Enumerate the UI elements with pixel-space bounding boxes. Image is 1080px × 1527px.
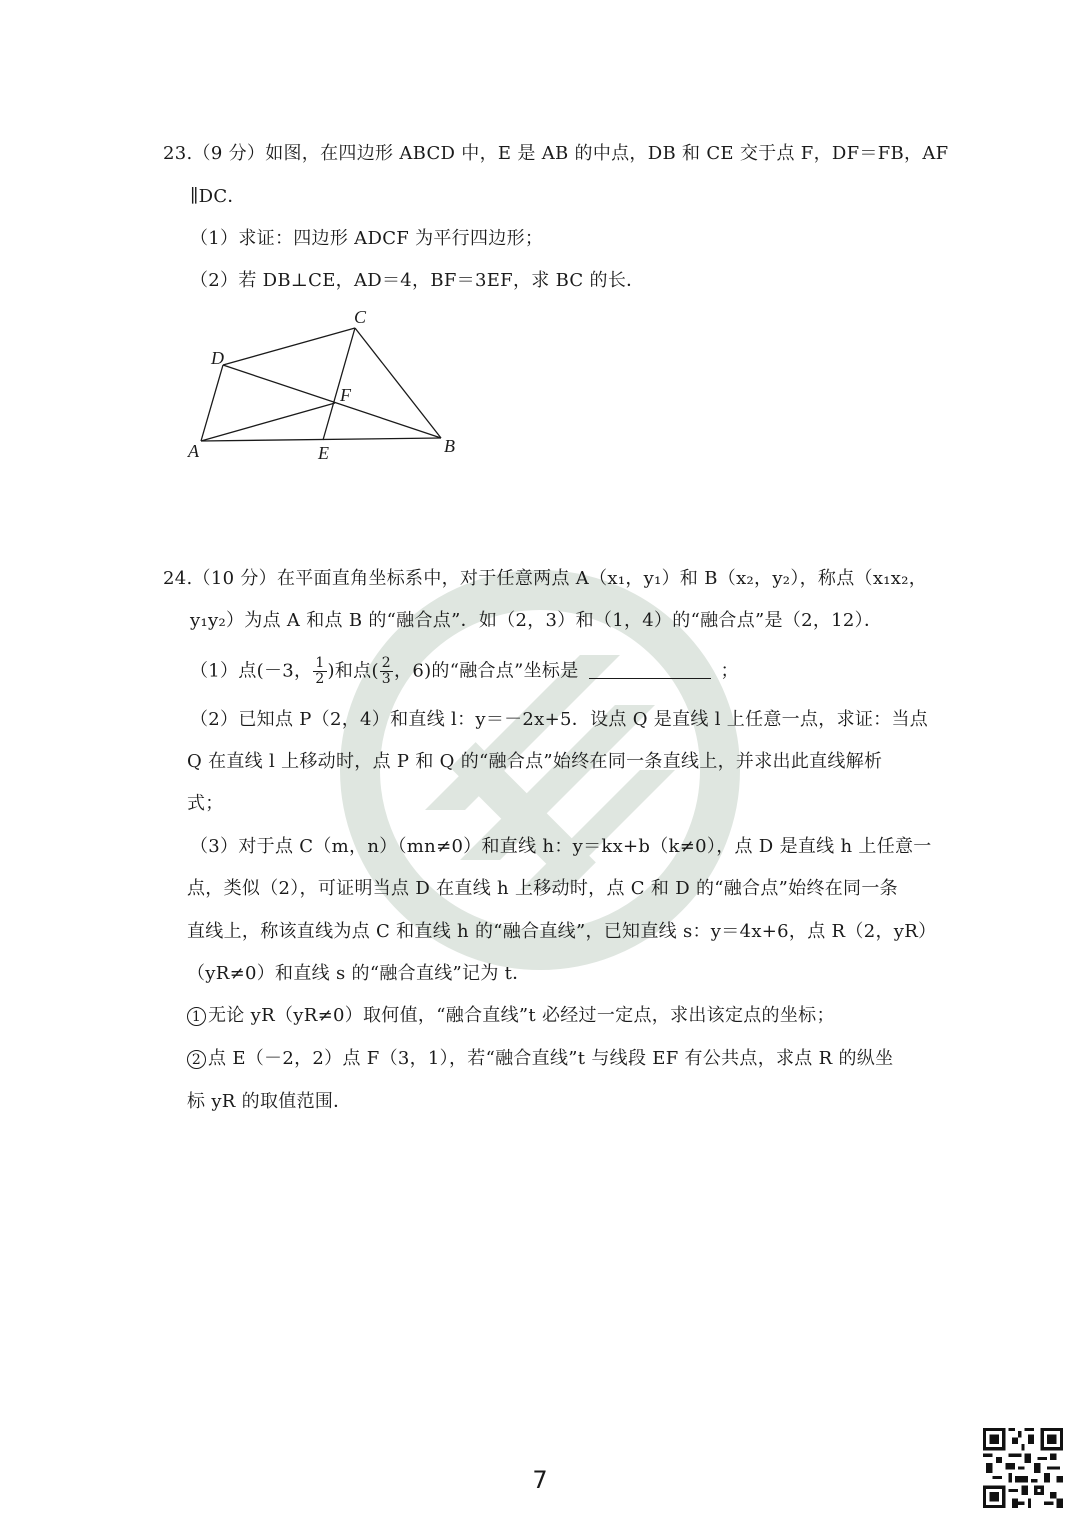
q24-sub1-text: 无论 yR（yR≠0）取何值，“融合直线”t 必经过一定点，求出该定点的坐标；	[208, 1005, 835, 1026]
segment-DC	[223, 328, 355, 365]
qr-code-icon	[983, 1428, 1063, 1508]
segment-DB	[223, 365, 441, 438]
q24-stem-line2: y₁y₂）为点 A 和点 B 的“融合点”．如（2，3）和（1，4）的“融合点”是（2，12）．	[190, 610, 883, 631]
q24-part2-line2: Q 在直线 l 上移动时，点 P 和 Q 的“融合点”始终在同一条直线上，并求出此直线解析	[187, 751, 883, 772]
segment-AD	[201, 365, 223, 441]
q24-part2-line1: （2）已知点 P（2，4）和直线 l：y＝－2x+5．设点 Q 是直线 l 上任意一点，求证：当点	[190, 709, 929, 730]
q24-sub2	[187, 1047, 893, 1071]
quadrilateral-figure	[185, 300, 475, 470]
segment-AB	[201, 438, 441, 441]
q23-part1: （1）求证：四边形 ADCF 为平行四边形；	[190, 228, 544, 249]
q24-part2-line3: 式；	[187, 793, 224, 814]
circled-number-2: 2	[187, 1050, 206, 1069]
q24-part1-mid: )和点(	[327, 660, 379, 682]
label-F: F	[340, 385, 351, 405]
q24-stem-line1: 24.（10 分）在平面直角坐标系中，对于任意两点 A（x₁，y₁）和 B（x₂，y₂），称点（x₁x₂，	[163, 568, 928, 589]
segment-AF	[201, 403, 335, 441]
q23-part2: （2）若 DB⊥CE，AD＝4，BF＝3EF，求 BC 的长．	[190, 270, 645, 291]
q24-part1-suffix: ，6)的“融合点”坐标是	[394, 660, 579, 682]
label-B: B	[444, 436, 455, 456]
answer-blank	[589, 660, 711, 679]
q24-part3-line2: 点，类似（2），可证明当点 D 在直线 h 上移动时，点 C 和 D 的“融合点”始终在同一条	[187, 878, 898, 899]
q23-stem-line2: ∥DC．	[190, 186, 246, 207]
label-D: D	[211, 348, 224, 368]
q24-part3-line1: （3）对于点 C（m，n）（mn≠0）和直线 h：y＝kx+b（k≠0），点 D 是直线 h 上任意一	[190, 836, 932, 857]
q24-part1	[190, 656, 739, 687]
page-number: 7	[532, 1466, 548, 1494]
fraction-one-half: $\frac{1}{2}$	[315, 655, 325, 687]
segment-CE	[323, 328, 355, 440]
circled-number-1: 1	[187, 1007, 206, 1026]
q24-part1-prefix: （1）点(－3，	[190, 660, 313, 682]
segment-CB	[355, 328, 441, 438]
q23-stem-line1: 23.（9 分）如图，在四边形 ABCD 中，E 是 AB 的中点，DB 和 CE 交于点 F，DF＝FB，AF	[163, 143, 949, 164]
label-E: E	[318, 443, 329, 463]
q24-part1-end: ；	[720, 660, 739, 682]
q24-sub2-line1: 点 E（－2，2）点 F（3，1），若“融合直线”t 与线段 EF 有公共点，求点 R 的纵坐	[208, 1048, 894, 1069]
q24-sub2-line2: 标 yR 的取值范围．	[187, 1091, 352, 1112]
label-C: C	[354, 307, 367, 327]
fraction-two-thirds: $\frac{2}{3}$	[381, 655, 392, 687]
label-A: A	[188, 441, 199, 461]
q24-part3-line4: （yR≠0）和直线 s 的“融合直线”记为 t．	[187, 963, 531, 984]
q24-sub1	[187, 1004, 835, 1028]
q24-part3-line3: 直线上，称该直线为点 C 和直线 h 的“融合直线”，已知直线 s：y＝4x+6，点 R（2，yR）	[187, 921, 937, 942]
